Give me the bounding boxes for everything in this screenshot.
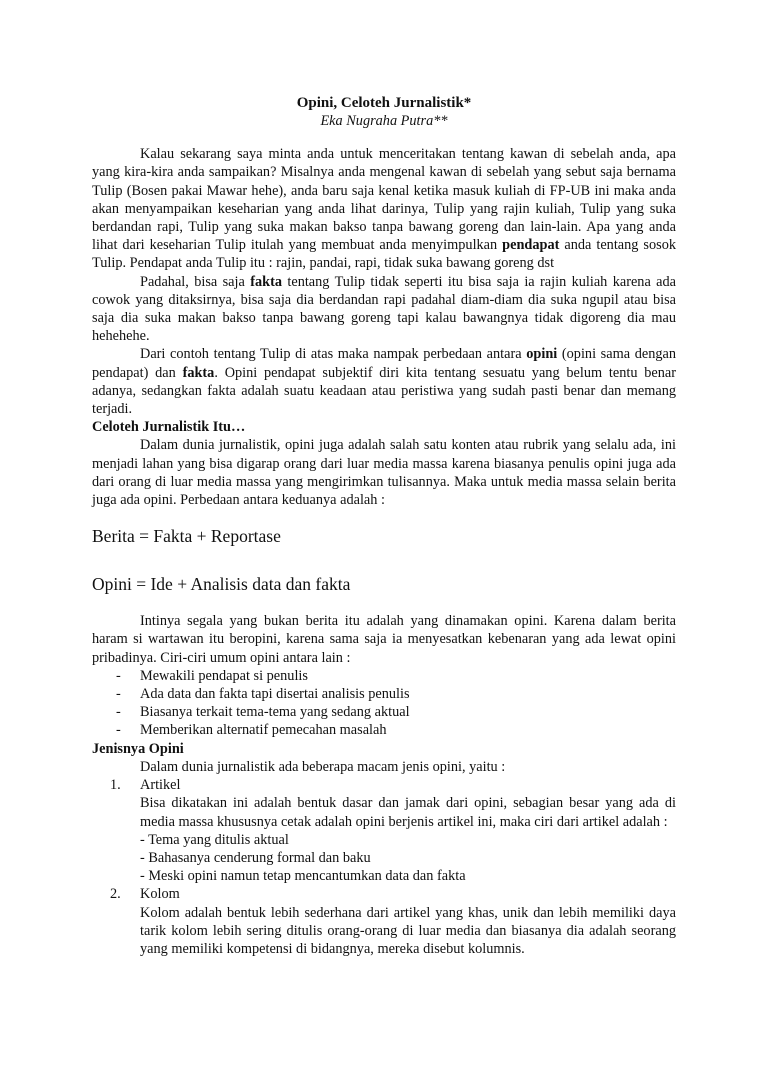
opinion-types-list	[92, 776, 676, 958]
section-heading-celoteh: Celoteh Jurnalistik Itu…	[92, 419, 246, 436]
list-item-artikel	[92, 776, 676, 885]
dash-marker: -	[116, 686, 121, 703]
bold-term-opini: opini	[526, 346, 558, 363]
document-page	[92, 94, 676, 958]
item-text: Bisa dikatakan ini adalah bentuk dasar dan jamak dari opini, sebagian besar yang ada di media massa khususnya cetak adalah opini berjenis artikel ini, maka ciri dari artikel adalah :	[140, 795, 676, 830]
item-title: Artikel	[140, 777, 181, 794]
paragraph-4: Dalam dunia jurnalistik, opini juga adalah salah satu konten atau rubrik yang selalu ada, ini menjadi lahan yang bisa digarap orang dari luar media massa karena biasanya penulis opini juga ada dari orang di luar media massa yang mengirimkan tulisannya. Maka untuk media massa selain berita juga ada opini. Perbedaan antara keduanya adalah :	[92, 437, 676, 509]
paragraph-2: Padahal, bisa saja fakta tentang Tulip tidak seperti itu bisa saja ia rajin kuliah karena ada cowok yang ditaksirnya, bisa saja dia berdandan rapi padahal diam-diam dia suka ngupil atau bisa saja dia suka makan bakso tanpa bawang goreng tapi kalau bawangnya tidak digoreng dia mau hehehehe.	[92, 273, 677, 345]
bold-term-pendapat: pendapat	[502, 237, 560, 254]
paragraph-6: Dalam dunia jurnalistik ada beberapa macam jenis opini, yaitu :	[140, 758, 506, 775]
dash-marker: -	[116, 704, 121, 721]
paragraph-1: Kalau sekarang saya minta anda untuk menceritakan tentang kawan di sebelah anda, apa yang kira-kira anda sampaikan? Misalnya anda mengenal kawan di sebelah yang sebut saja bernama Tulip (Bosen pakai Mawar hehe), anda baru saja kenal ketika masuk kuliah di FP-UB ini maka anda akan menyampaikan keseharian yang anda lihat darinya, Tulip yang rajin kuliah, Tulip yang suka berdandan rapi, Tulip yang suka makan bakso tanpa bawang goreng dan lain-lain. Apa yang anda lihat dari keseharian Tulip itulah yang membuat anda menyimpulkan pendapat anda tentang sosok Tulip. Pendapat anda Tulip itu : rajin, pandai, rapi, tidak suka bawang goreng dst	[92, 146, 676, 272]
list-item: - Biasanya terkait tema-tema yang sedang aktual	[116, 704, 410, 721]
item-point: - Bahasanya cenderung formal dan baku	[140, 849, 371, 866]
list-item: - Ada data dan fakta tapi disertai analisis penulis	[116, 686, 410, 703]
opinion-traits-list	[92, 667, 676, 740]
dash-marker: -	[116, 667, 121, 684]
formula-opini: Opini = Ide + Analisis data dan fakta	[92, 574, 351, 595]
list-item-kolom	[92, 885, 676, 958]
item-title: Kolom	[140, 886, 180, 903]
paragraph-5: Intinya segala yang bukan berita itu adalah yang dinamakan opini. Karena dalam berita haram si wartawan itu beropini, karena sama saja ia menyesatkan kebenaran yang ada lewat opini pribadinya. Ciri-ciri umum opini antara lain :	[92, 613, 676, 666]
formula-berita: Berita = Fakta + Reportase	[92, 526, 281, 547]
author-line: Eka Nugraha Putra**	[320, 113, 448, 129]
section-heading-jenis: Jenisnya Opini	[92, 740, 184, 757]
list-item: - Mewakili pendapat si penulis	[116, 667, 308, 684]
item-text: Kolom adalah bentuk lebih sederhana dari artikel yang khas, unik dan lebih memiliki daya tarik kolom lebih sering ditulis orang-orang di luar media dan biasanya dia adalah seorang yang memiliki kompetensi di bidangnya, mereka disebut kolumnis.	[140, 904, 676, 957]
list-item: - Memberikan alternatif pemecahan masalah	[116, 722, 387, 739]
bold-term-fakta-2: fakta	[182, 364, 215, 381]
list-number: 1.	[110, 777, 121, 794]
page-title: Opini, Celoteh Jurnalistik*	[296, 95, 472, 111]
dash-marker: -	[116, 722, 121, 739]
list-number: 2.	[110, 886, 121, 903]
bold-term-fakta: fakta	[250, 273, 282, 290]
paragraph-3: Dari contoh tentang Tulip di atas maka nampak perbedaan antara opini (opini sama dengan pendapat) dan fakta. Opini pendapat subjektif diri kita tentang sesuatu yang belum tentu benar adanya, sedangkan fakta adalah suatu keadaan atau peristiwa yang sudah pasti benar dan memang terjadi.	[92, 346, 676, 418]
item-point: - Meski opini namun tetap mencantumkan data dan fakta	[140, 868, 466, 885]
item-point: - Tema yang ditulis aktual	[140, 831, 289, 848]
